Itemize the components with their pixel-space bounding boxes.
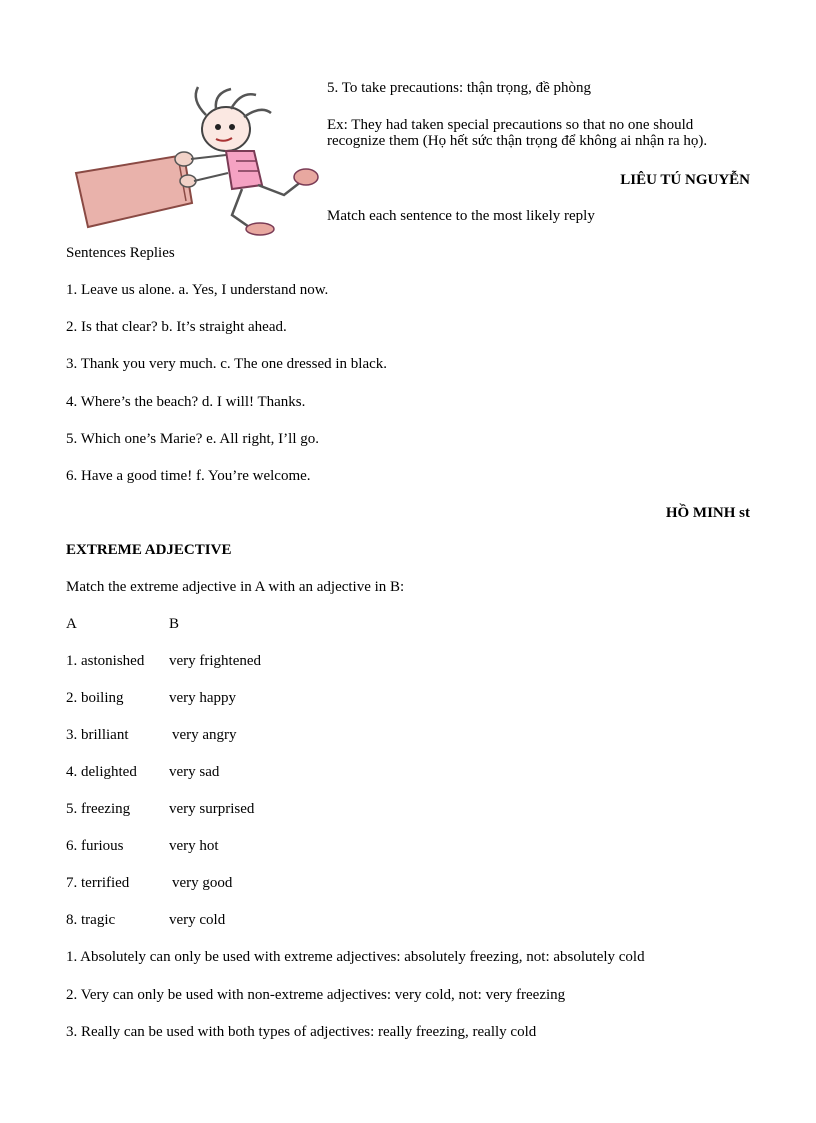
list-item: 5. Which one’s Marie? e. All right, I’ll go. xyxy=(66,431,320,447)
adjective-a: 7. terrified xyxy=(66,875,130,891)
adjective-a: 4. delighted xyxy=(66,764,137,780)
match-instruction: Match each sentence to the most likely reply xyxy=(327,208,595,224)
cartoon-girl-pulling-plank-icon xyxy=(66,85,322,237)
adjective-b: very angry xyxy=(172,727,237,743)
adjective-b: very sad xyxy=(169,764,220,780)
adjective-a: 1. astonished xyxy=(66,653,145,669)
example-line-1: Ex: They had taken special precautions so that no one should xyxy=(327,117,694,133)
adjective-a: 5. freezing xyxy=(66,801,131,817)
adjective-b: very surprised xyxy=(169,801,255,817)
sentences-replies-header: Sentences Replies xyxy=(66,245,175,261)
author-ho-minh: HỒ MINH st xyxy=(665,505,750,521)
author-lieu-tu-nguyen: LIÊU TÚ NGUYỄN xyxy=(620,172,750,188)
extreme-instruction: Match the extreme adjective in A with an adjective in B: xyxy=(66,579,405,595)
example-line-2: recognize them (Họ hết sức thận trọng để không ai nhận ra họ). xyxy=(327,133,708,149)
list-item: 3. Thank you very much. c. The one dressed in black. xyxy=(66,356,388,372)
adjective-b: very frightened xyxy=(169,653,262,669)
usage-note: 3. Really can be used with both types of adjectives: really freezing, really cold xyxy=(66,1024,537,1040)
precaution-heading: 5. To take precautions: thận trọng, đề phòng xyxy=(327,80,592,96)
column-a-header: A xyxy=(66,616,77,632)
usage-note: 1. Absolutely can only be used with extreme adjectives: absolutely freezing, not: absolutely cold xyxy=(66,949,645,965)
usage-note: 2. Very can only be used with non-extreme adjectives: very cold, not: very freezing xyxy=(66,987,566,1003)
list-item: 6. Have a good time! f. You’re welcome. xyxy=(66,468,311,484)
list-item: 1. Leave us alone. a. Yes, I understand now. xyxy=(66,282,329,298)
adjective-b: very hot xyxy=(169,838,219,854)
adjective-b: very cold xyxy=(169,912,226,928)
adjective-a: 3. brilliant xyxy=(66,727,129,743)
adjective-a: 8. tragic xyxy=(66,912,116,928)
list-item: 4. Where’s the beach? d. I will! Thanks. xyxy=(66,394,306,410)
adjective-a: 2. boiling xyxy=(66,690,124,706)
adjective-a: 6. furious xyxy=(66,838,124,854)
list-item: 2. Is that clear? b. It’s straight ahead. xyxy=(66,319,287,335)
section-title: EXTREME ADJECTIVE xyxy=(66,542,232,558)
column-b-header: B xyxy=(169,616,180,632)
adjective-b: very happy xyxy=(169,690,237,706)
adjective-b: very good xyxy=(172,875,233,891)
